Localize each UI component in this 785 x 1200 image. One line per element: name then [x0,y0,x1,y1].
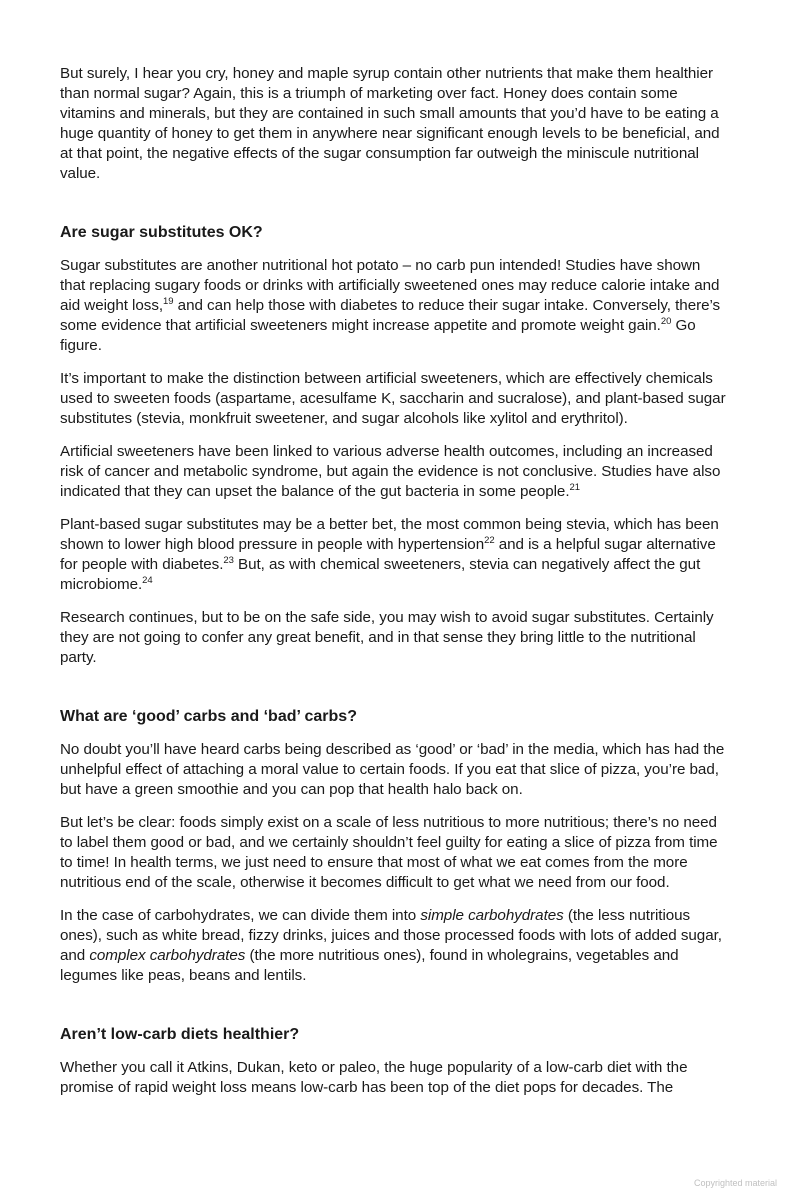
paragraph-research-continues: Research continues, but to be on the safe side, you may wish to avoid sugar substitutes. Certainly they are not going to confer any great benefit, and in that sense they bring little to the nutritional party. [60,609,714,666]
term-complex-carbohydrates: complex carbohydrates [89,947,246,964]
paragraph-plant-based [60,515,728,595]
heading-good-bad-carbs: What are ‘good’ carbs and ‘bad’ carbs? [60,708,357,725]
paragraph-sugar-substitutes-intro [60,256,728,356]
footnote-ref: 24 [142,575,153,586]
paragraph-honey: But surely, I hear you cry, honey and maple syrup contain other nutrients that make them healthier than normal sugar? Again, this is a triumph of marketing over fact. Honey does contain some vitamins and minerals, but they are contained in such small amounts that you’d have to be eating a huge quantity of honey to get them in anywhere near significant enough levels to be beneficial, and at that point, the negative effects of the sugar consumption far outweigh the miniscule nutritional value. [60,65,720,182]
paragraph-moral-value: No doubt you’ll have heard carbs being described as ‘good’ or ‘bad’ in the media, which has had the unhelpful effect of attaching a moral value to certain foods. If you eat that slice of pizza, you’re bad, but have a green smoothie and you can pop that health halo back on. [60,741,725,798]
text-run: Plant-based sugar substitutes may be a better bet, the most common being stevia, which has been shown to lower high blood pressure in people with hypertension [60,516,719,553]
page-content [60,64,728,1111]
text-run: and is a helpful sugar alternative for people with diabetes. [60,536,716,573]
copyright-watermark: Copyrighted material [693,1178,777,1188]
text-run: In the case of carbohydrates, we can divide them into [60,907,421,924]
text-run: Go figure. [60,317,696,354]
paragraph-sweetener-distinction: It’s important to make the distinction between artificial sweeteners, which are effectively chemicals used to sweeten foods (aspartame, acesulfame K, saccharin and sucralose), and plant-based sugar substitutes (stevia, monkfruit sweetener, and sugar alcohols like xylitol and erythritol). [60,370,726,427]
footnote-ref: 22 [484,535,495,546]
footnote-ref: 19 [163,296,174,307]
paragraph-nutritious-scale: But let’s be clear: foods simply exist on a scale of less nutritious to more nutritious; there’s no need to label them good or bad, and we certainly shouldn’t feel guilty for eating a slice of pizza from time to time! In health terms, we just need to ensure that most of what we eat comes from the more nutritious end of the scale, otherwise it becomes difficult to get what we need from our food. [60,814,718,891]
text-run: and can help those with diabetes to reduce their sugar intake. Conversely, there’s some evidence that artificial sweeteners might increase appetite and promote weight gain. [60,297,721,334]
paragraph-artificial-sweeteners [60,442,728,502]
text-run: But, as with chemical sweeteners, stevia can negatively affect the gut microbiome. [60,556,701,593]
paragraph-simple-complex [60,906,728,986]
text-run: (the less nutritious ones), such as white bread, fizzy drinks, juices and those processed foods with lots of added sugar, and [60,907,722,964]
text-run: (the more nutritious ones), found in wholegrains, vegetables and legumes like peas, beans and lentils. [60,947,679,984]
footnote-ref: 20 [660,316,672,327]
footnote-ref: 23 [223,555,234,566]
paragraph-low-carb: Whether you call it Atkins, Dukan, keto or paleo, the huge popularity of a low-carb diet with the promise of rapid weight loss means low-carb has been top of the diet pops for decades. The [60,1059,688,1096]
heading-sugar-substitutes: Are sugar substitutes OK? [60,224,263,241]
term-simple-carbohydrates: simple carbohydrates [420,907,564,924]
text-run: Artificial sweeteners have been linked to various adverse health outcomes, including an increased risk of cancer and metabolic syndrome, but again the evidence is not conclusive. Studies have also indicated that they can upset the balance of the gut bacteria in some people. [60,443,721,500]
footnote-ref: 21 [569,482,580,493]
heading-low-carb-diets: Aren’t low-carb diets healthier? [60,1026,300,1043]
text-run: Sugar substitutes are another nutritional hot potato – no carb pun intended! Studies have shown that replacing sugary foods or drinks with artificially sweetened ones may reduce calorie intake and aid weight loss, [60,257,720,314]
